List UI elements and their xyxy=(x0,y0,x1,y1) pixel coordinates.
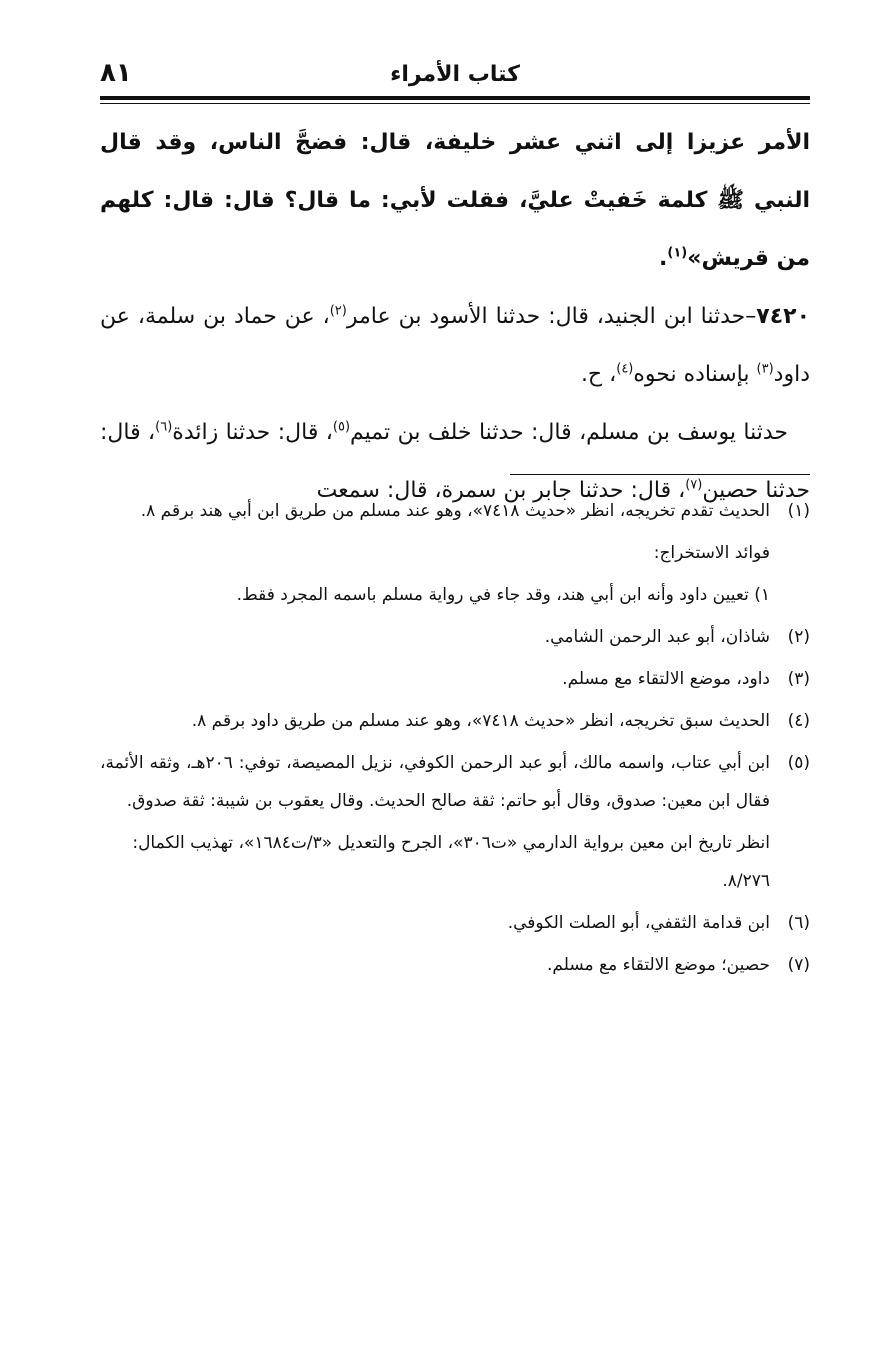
footnote-ref: (٧) xyxy=(685,477,703,493)
page-number: ٨١ xyxy=(100,58,132,88)
footnote-text: ابن قدامة الثقفي، أبو الصلت الكوفي. xyxy=(507,913,770,933)
paragraph-text: بإسناده نحوه xyxy=(633,362,757,387)
footnote-text: داود، موضع الالتقاء مع مسلم. xyxy=(562,669,770,689)
footnote-ref: (٥) xyxy=(332,419,351,435)
paragraph-text: ، عن حماد بن سلمة، عن داود xyxy=(100,304,810,387)
footnote-marker: (١) xyxy=(787,501,810,521)
footnote-4 xyxy=(100,702,810,740)
footnote-1 xyxy=(100,492,810,530)
header-rule-thin xyxy=(100,103,810,104)
footnote-text: ابن أبي عتاب، واسمه مالك، أبو عبد الرحمن الكوفي، نزيل المصيصة، توفي: ٢٠٦هـ، وثقه الأئمة، فقال ابن معين: صدوق، وقال أبو حاتم: ثقة صالح الحديث. وقال يعقوب بن شيبة: ثقة صدوق. xyxy=(100,753,770,811)
paragraph-end: . xyxy=(659,246,668,271)
paragraph-text: حدثنا يوسف بن مسلم، قال: حدثنا خلف بن تميم xyxy=(350,420,788,445)
footnote-ref: (٦) xyxy=(155,419,173,435)
paragraph-text: –حدثنا ابن الجنيد، قال: حدثنا الأسود بن عامر xyxy=(346,304,757,329)
footnotes xyxy=(100,492,810,988)
footnote-marker: (٦) xyxy=(787,913,810,933)
footnote-text: حصين؛ موضع الالتقاء مع مسلم. xyxy=(547,955,770,975)
footnote-marker: (٤) xyxy=(787,711,810,731)
running-header xyxy=(100,56,810,96)
footnote-separator xyxy=(510,474,810,475)
footnote-marker: (٢) xyxy=(787,627,810,647)
footnote-ref: (١) xyxy=(667,245,688,261)
footnote-text: الحديث سبق تخريجه، انظر «حديث ٧٤١٨»، وهو عند مسلم من طريق داود برقم ٨. xyxy=(191,711,770,731)
footnote-marker: (٥) xyxy=(787,753,810,773)
paragraph-text: ، ح. xyxy=(580,362,617,387)
main-text xyxy=(100,114,810,520)
paragraph-text: الأمر عزيزا إلى اثني عشر خليفة، قال: فضجَّ الناس، وقد قال النبي ﷺ كلمة خَفيتْ عليَّ، فقلت لأبي: ما قال؟ قال: قال: كلهم من قريش» xyxy=(100,130,810,271)
footnote-3 xyxy=(100,660,810,698)
footnote-marker: (٣) xyxy=(787,669,810,689)
hadith-number: ٧٤٢٠ xyxy=(756,304,810,329)
header-rule-thick xyxy=(100,96,810,100)
footnote-5 xyxy=(100,744,810,820)
hadith-paragraph xyxy=(100,288,810,404)
paragraph-text: ، قال: حدثنا زائدة xyxy=(172,420,333,445)
footnote-1-heading: فوائد الاستخراج: xyxy=(653,543,770,563)
header-title: كتاب الأمراء xyxy=(390,62,520,87)
paragraph-text: ، قال: حدثنا حصين xyxy=(100,420,810,503)
footnote-1-point: ١) تعيين داود وأنه ابن أبي هند، وقد جاء في رواية مسلم باسمه المجرد فقط. xyxy=(236,585,770,605)
footnote-5-references: انظر تاريخ ابن معين برواية الدارمي «ت٣٠٦»، الجرح والتعديل «٣/ت١٦٨٤»، تهذيب الكمال: ٨/٢٧٦. xyxy=(132,833,770,891)
paragraph-text: ، قال: حدثنا جابر بن سمرة، قال: سمعت xyxy=(316,478,686,503)
footnote-marker: (٧) xyxy=(787,955,810,975)
footnote-6 xyxy=(100,904,810,942)
footnote-ref: (٢) xyxy=(329,303,347,319)
footnote-text: الحديث تقدم تخريجه، انظر «حديث ٧٤١٨»، وهو عند مسلم من طريق ابن أبي هند برقم ٨. xyxy=(140,501,770,521)
footnote-2 xyxy=(100,618,810,656)
footnote-7 xyxy=(100,946,810,984)
footnote-ref: (٣) xyxy=(756,361,774,377)
footnote-ref: (٤) xyxy=(616,361,634,377)
paragraph-continuation xyxy=(100,114,810,288)
footnote-text: شاذان، أبو عبد الرحمن الشامي. xyxy=(544,627,770,647)
